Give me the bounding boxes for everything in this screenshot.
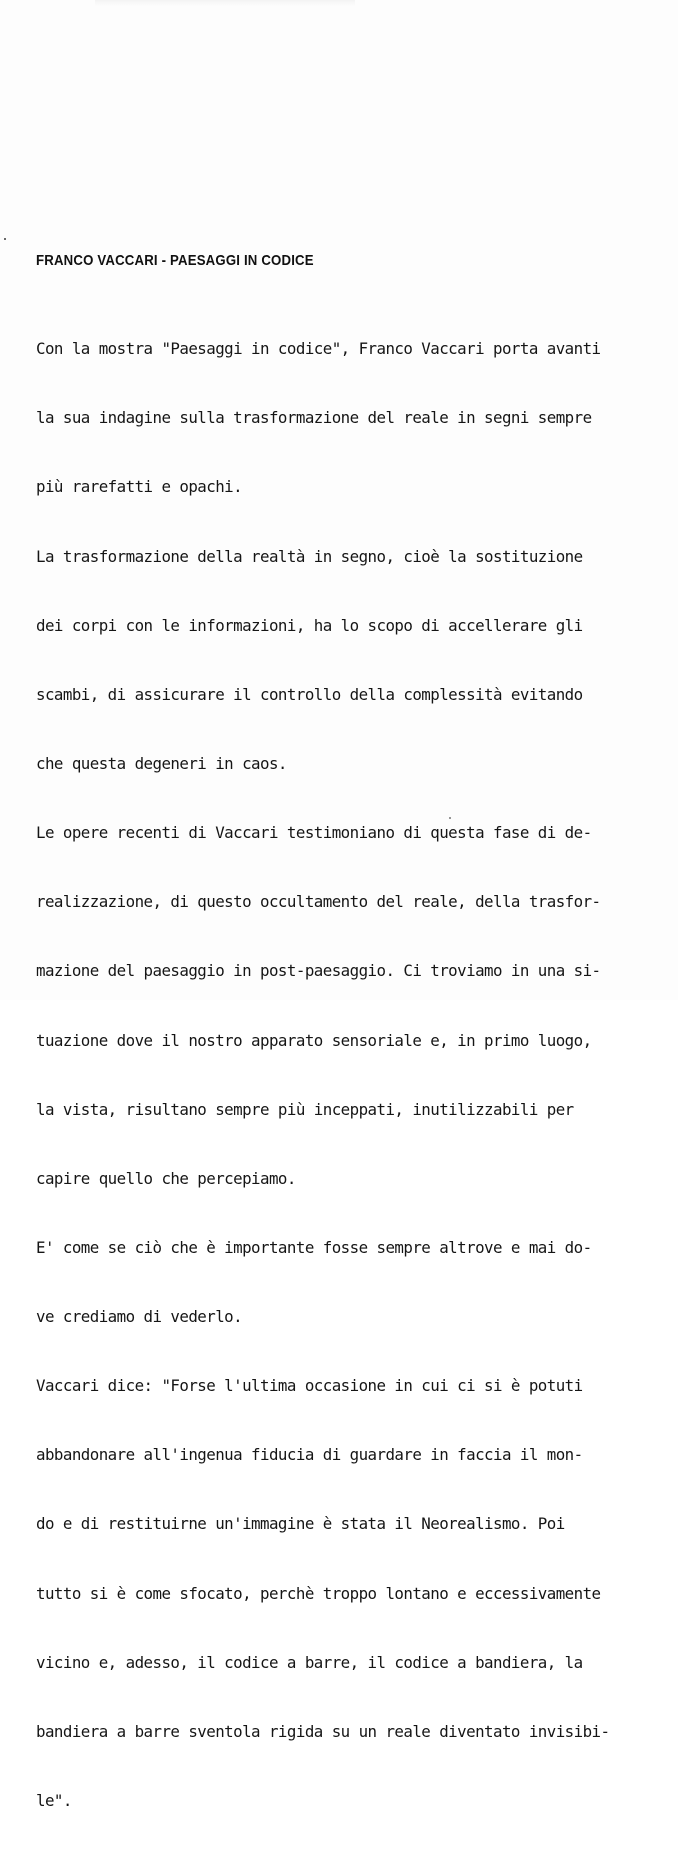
text-line: realizzazione, di questo occultamento del reale, della trasfor- [36, 892, 601, 912]
text-line: ve crediamo di vederlo. [36, 1307, 243, 1327]
text-line: le". [36, 1791, 72, 1811]
text-line: tutto si è come sfocato, perchè troppo lontano e eccessivamente [36, 1583, 601, 1603]
text-line: capire quello che percepiamo. [36, 1168, 296, 1188]
text-line: più rarefatti e opachi. [36, 477, 243, 497]
document-title: FRANCO VACCARI - PAESAGGI IN CODICE [36, 252, 314, 269]
text-line: E' come se ciò che è importante fosse sempre altrove e mai do- [36, 1237, 592, 1257]
scan-smudge [95, 0, 355, 6]
text-line: Vaccari dice: "Forse l'ultima occasione in cui ci si è potuti [36, 1376, 583, 1396]
text-line: dei corpi con le informazioni, ha lo scopo di accellerare gli [36, 615, 583, 635]
text-line: che questa degeneri in caos. [36, 753, 287, 773]
text-line: tuazione dove il nostro apparato sensoriale e, in primo luogo, [36, 1030, 592, 1050]
text-line: la vista, risultano sempre più inceppati, inutilizzabili per [36, 1099, 574, 1119]
text-line: scambi, di assicurare il controllo della complessità evitando [36, 684, 583, 704]
text-line: La trasformazione della realtà in segno, cioè la sostituzione [36, 546, 583, 566]
text-line: do e di restituirne un'immagine è stata il Neorealismo. Poi [36, 1514, 565, 1534]
text-line: Con la mostra "Paesaggi in codice", Franco Vaccari porta avanti [36, 339, 601, 359]
text-line: la sua indagine sulla trasformazione del reale in segni sempre [36, 408, 592, 428]
text-line: vicino e, adesso, il codice a barre, il codice a bandiera, la [36, 1652, 583, 1672]
text-line: abbandonare all'ingenua fiducia di guardare in faccia il mon- [36, 1445, 583, 1465]
text-line: bandiera a barre sventola rigida su un reale diventato invisibi- [36, 1721, 610, 1741]
scan-speck [4, 238, 6, 240]
text-line: mazione del paesaggio in post-paesaggio. Ci troviamo in una si- [36, 961, 601, 981]
document-body [36, 291, 656, 1858]
text-line: Le opere recenti di Vaccari testimoniano di questa fase di de- [36, 823, 592, 843]
